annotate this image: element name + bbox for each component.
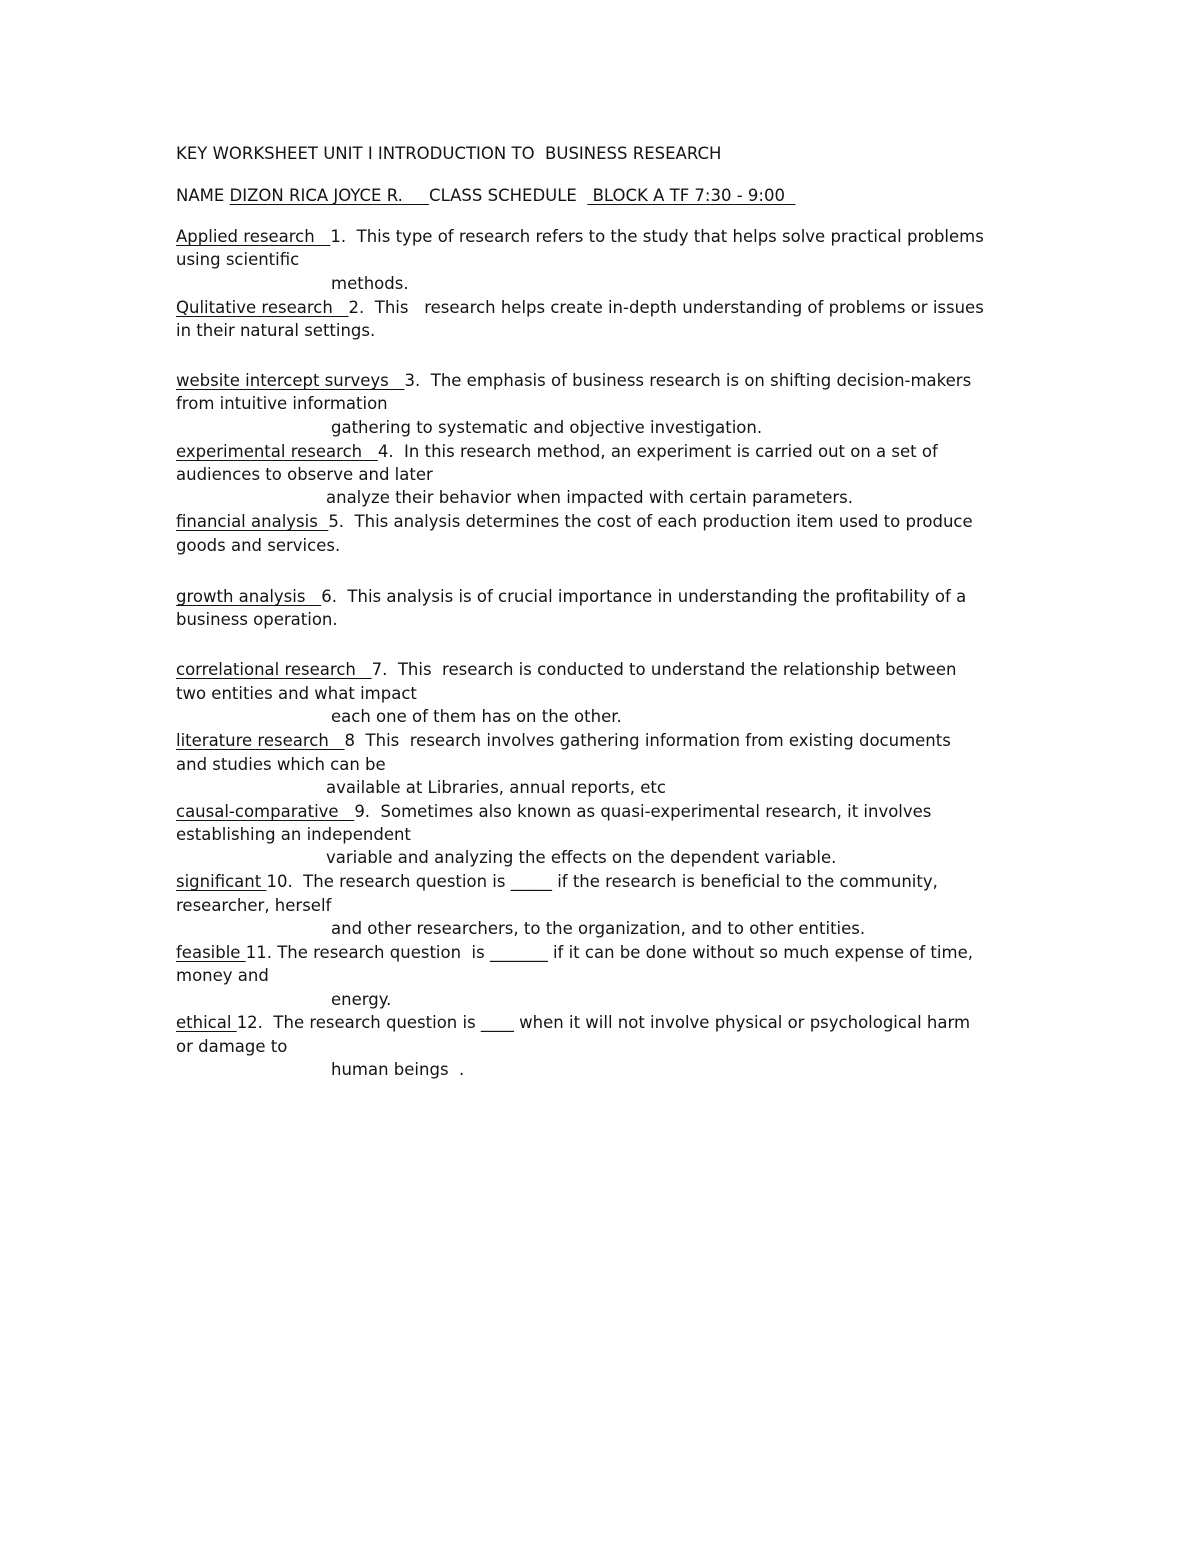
worksheet-title: KEY WORKSHEET UNIT I INTRODUCTION TO BUSINESS RESEARCH: [176, 144, 722, 163]
item-2-question: 2. This research helps create in-depth understanding of problems or issues: [348, 298, 984, 317]
item-2-answer: Qulitative research: [176, 298, 349, 317]
item-8-line-1: [176, 730, 951, 752]
item-11-line-2: money and: [176, 966, 269, 985]
item-4-answer: experimental research: [176, 442, 378, 461]
schedule-value: BLOCK A TF 7:30 - 9:00: [587, 186, 796, 205]
item-4-line-3: analyze their behavior when impacted with certain parameters.: [326, 488, 853, 507]
item-12-line-3: human beings .: [331, 1060, 465, 1079]
item-3-question: 3. The emphasis of business research is on shifting decision-makers: [404, 371, 972, 390]
item-10-line-1: [176, 871, 938, 893]
item-9-line-3: variable and analyzing the effects on the dependent variable.: [326, 848, 837, 867]
item-3-line-3: gathering to systematic and objective investigation.: [331, 418, 763, 437]
item-6-line-1: [176, 586, 966, 608]
item-1-line-2: using scientific: [176, 250, 300, 269]
item-6-question: 6. This analysis is of crucial importance in understanding the profitability of a: [321, 587, 967, 606]
item-12-line-1: [176, 1012, 970, 1034]
item-11-question: 11. The research question is _______ if it can be done without so much expense of time,: [245, 943, 973, 962]
item-12-answer: ethical: [176, 1013, 237, 1032]
item-6-line-2: business operation.: [176, 610, 338, 629]
item-3-answer: website intercept surveys: [176, 371, 405, 390]
item-11-answer: feasible: [176, 943, 246, 962]
item-7-question: 7. This research is conducted to understand the relationship between: [371, 660, 957, 679]
schedule-label: CLASS SCHEDULE: [429, 186, 588, 205]
item-1-question: 1. This type of research refers to the study that helps solve practical problems: [330, 227, 984, 246]
item-11-line-1: [176, 942, 973, 964]
item-8-line-2: and studies which can be: [176, 755, 386, 774]
item-9-line-1: [176, 801, 931, 823]
item-10-line-2: researcher, herself: [176, 896, 332, 915]
item-3-line-2: from intuitive information: [176, 394, 388, 413]
item-10-line-3: and other researchers, to the organization, and to other entities.: [331, 919, 866, 938]
item-2-line-2: in their natural settings.: [176, 321, 376, 340]
item-2-line-1: [176, 297, 984, 319]
item-9-question: 9. Sometimes also known as quasi-experimental research, it involves: [354, 802, 932, 821]
item-6-answer: growth analysis: [176, 587, 322, 606]
item-8-answer: literature research: [176, 731, 345, 750]
name-value: DIZON RICA JOYCE R.: [229, 186, 430, 205]
item-12-line-2: or damage to: [176, 1037, 288, 1056]
item-5-line-1: [176, 511, 973, 533]
item-1-answer: Applied research: [176, 227, 331, 246]
item-5-question: 5. This analysis determines the cost of each production item used to produce: [328, 512, 973, 531]
item-12-question: 12. The research question is ____ when it will not involve physical or psychological harm: [236, 1013, 971, 1032]
item-5-line-2: goods and services.: [176, 536, 341, 555]
item-7-answer: correlational research: [176, 660, 372, 679]
item-10-answer: significant: [176, 872, 267, 891]
item-7-line-1: [176, 659, 956, 681]
item-5-answer: financial analysis: [176, 512, 329, 531]
item-4-line-1: [176, 441, 938, 463]
item-1-line-1: [176, 226, 984, 248]
item-11-line-3: energy.: [331, 990, 392, 1009]
item-7-line-2: two entities and what impact: [176, 684, 417, 703]
item-10-question: 10. The research question is _____ if the research is beneficial to the community,: [266, 872, 938, 891]
item-7-line-3: each one of them has on the other.: [331, 707, 622, 726]
item-8-question: 8 This research involves gathering information from existing documents: [344, 731, 951, 750]
item-8-line-3: available at Libraries, annual reports, etc: [326, 778, 666, 797]
name-label: NAME: [176, 186, 230, 205]
item-9-answer: causal-comparative: [176, 802, 355, 821]
item-4-question: 4. In this research method, an experiment is carried out on a set of: [377, 442, 938, 461]
item-4-line-2: audiences to observe and later: [176, 465, 433, 484]
item-9-line-2: establishing an independent: [176, 825, 411, 844]
item-3-line-1: [176, 370, 971, 392]
item-1-line-3: methods.: [331, 274, 409, 293]
name-schedule-row: [176, 185, 795, 207]
